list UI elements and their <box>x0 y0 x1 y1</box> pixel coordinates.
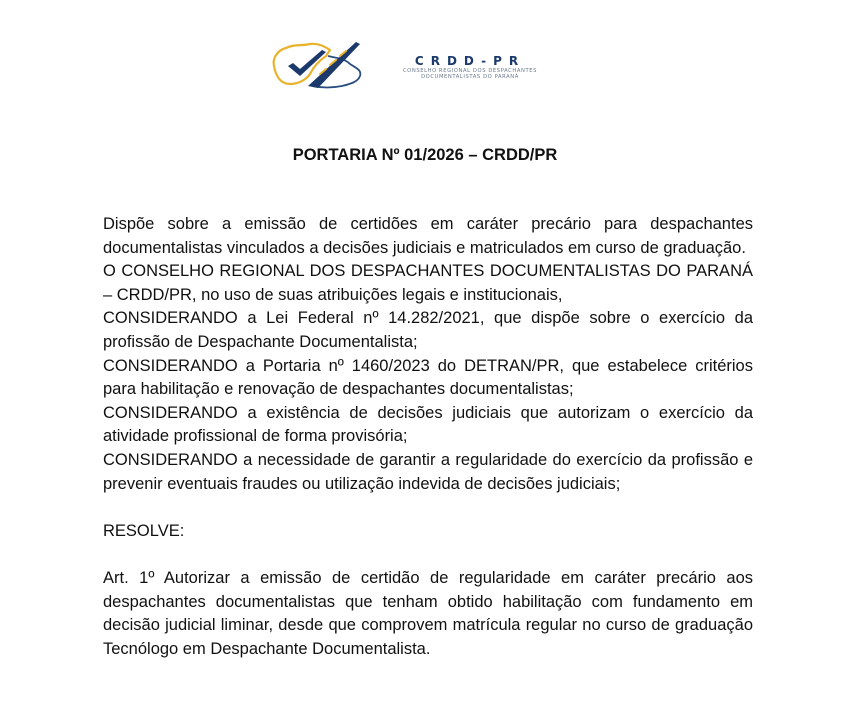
considerando-2: CONSIDERANDO a Portaria nº 1460/2023 do DETRAN/PR, que estabelece critérios para habilitação e renovação de despachantes documentalistas; <box>103 356 753 399</box>
logo-title: CRDD-PR <box>414 54 526 68</box>
considerando-1: CONSIDERANDO a Lei Federal nº 14.282/2021, que dispõe sobre o exercício da profissão de Despachante Documentalista; <box>103 309 753 351</box>
considerando-4: CONSIDERANDO a necessidade de garantir a regularidade do exercício da profissão e prevenir eventuais fraudes ou utilização indevida de decisões judiciais; <box>103 450 753 493</box>
parana-map-checkmark-road-icon <box>268 36 368 92</box>
considerando-3: CONSIDERANDO a existência de decisões judiciais que autorizam o exercício da atividade profissional de forma provisória; <box>103 403 753 446</box>
resolve-heading: RESOLVE: <box>103 521 185 540</box>
document-title: PORTARIA Nº 01/2026 – CRDD/PR <box>292 146 558 164</box>
article-1: Art. 1º Autorizar a emissão de certidão de regularidade em caráter precário aos despachantes documentalistas que tenham obtido habilitação com fundamento em decisão judicial liminar, desde que comprovem matrícula regular no curso de graduação Tecnólogo em Despachante Documentalista. <box>103 568 753 658</box>
ementa: Dispõe sobre a emissão de certidões em caráter precário para despachantes documentalistas vinculados a decisões judiciais e matriculados em curso de graduação. <box>103 215 753 257</box>
spacer <box>103 496 753 520</box>
preamble: O CONSELHO REGIONAL DOS DESPACHANTES DOCUMENTALISTAS DO PARANÁ – CRDD/PR, no uso de suas atribuições legais e institucionais, <box>103 262 753 304</box>
crdd-pr-logo <box>268 36 568 92</box>
logo-subtitle-line2: DOCUMENTALISTAS DO PARANÁ <box>421 74 519 80</box>
logo-subtitle-line1: CONSELHO REGIONAL DOS DESPACHANTES <box>402 68 538 74</box>
logo-text <box>370 54 570 80</box>
spacer <box>103 543 753 567</box>
document-body <box>103 213 753 661</box>
